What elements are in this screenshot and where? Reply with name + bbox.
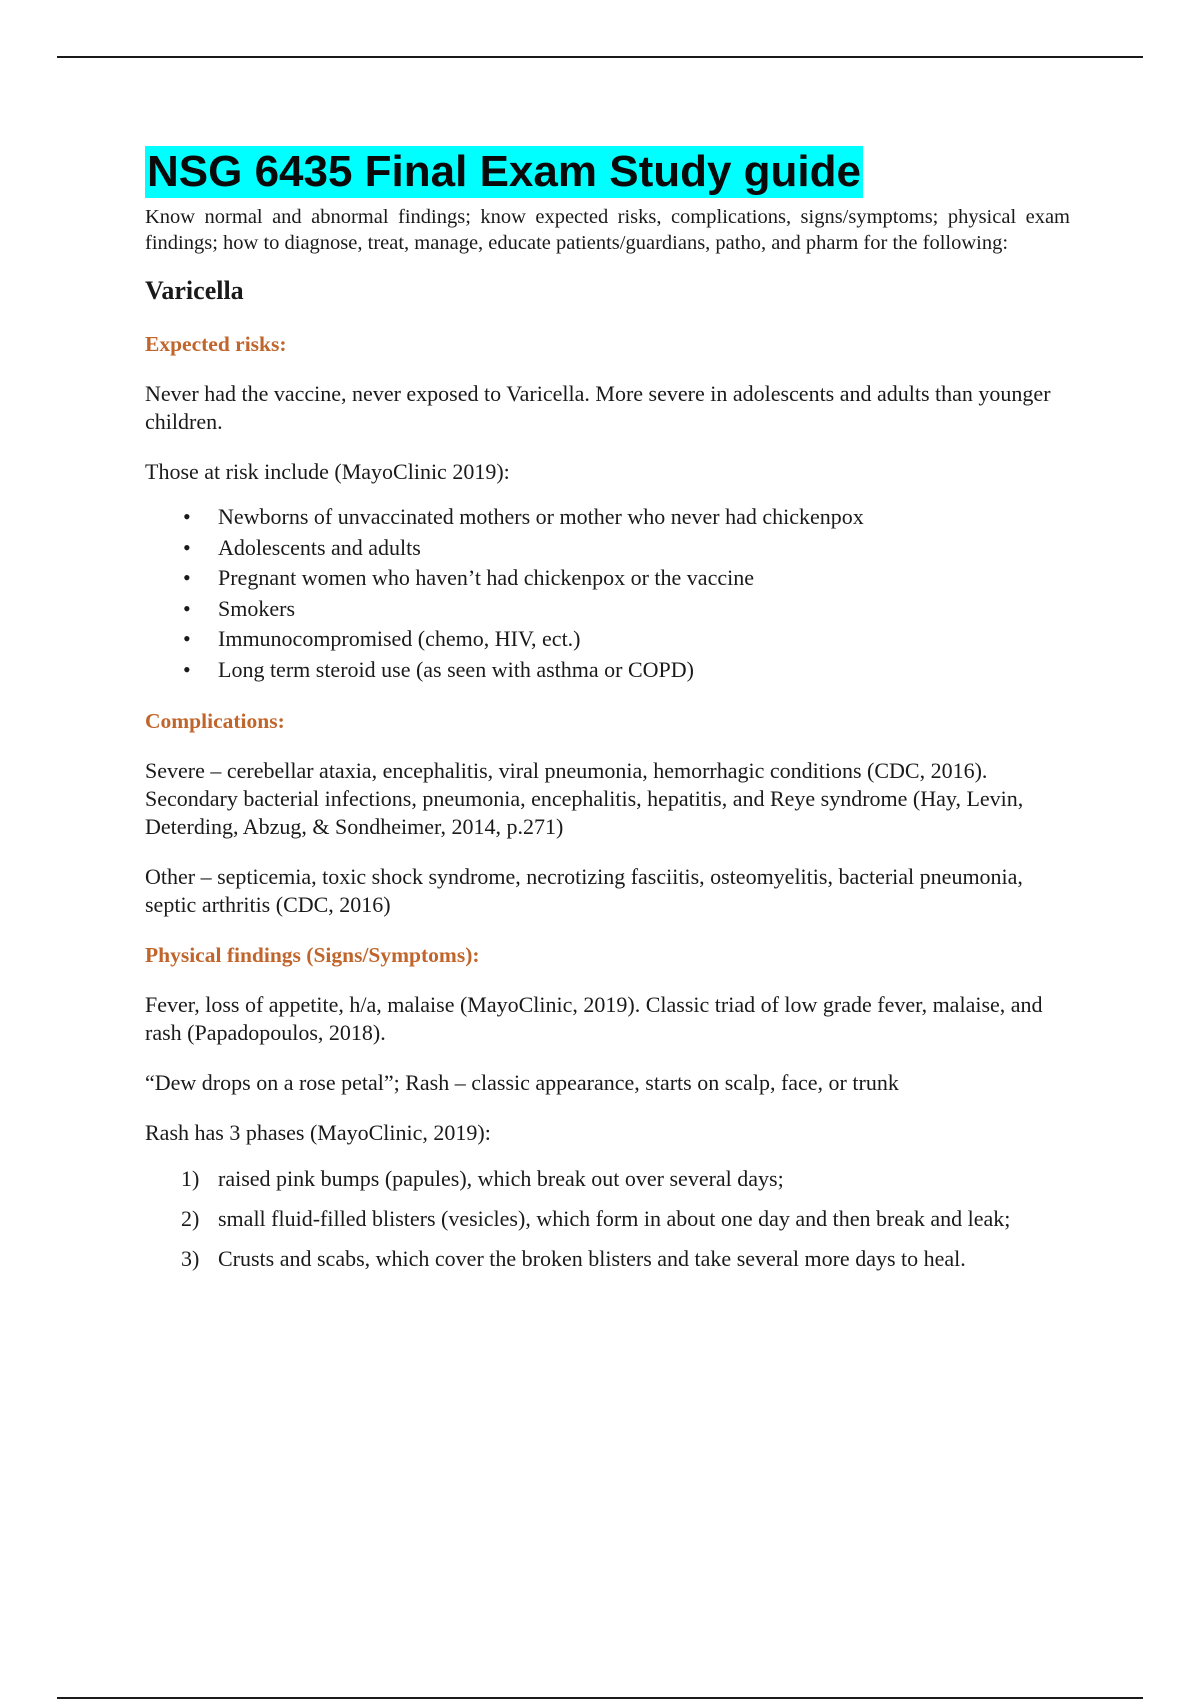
bullet-icon: • xyxy=(183,595,191,621)
list-item-text: raised pink bumps (papules), which break out over several days; xyxy=(218,1166,784,1191)
list-item xyxy=(145,1205,1070,1233)
list-number: 3) xyxy=(181,1246,200,1271)
top-rule xyxy=(57,56,1143,58)
at-risk-list xyxy=(145,502,1070,685)
rash-phases-list xyxy=(145,1165,1070,1273)
list-item-text: Crusts and scabs, which cover the broken blisters and take several more days to heal. xyxy=(218,1246,966,1271)
list-item xyxy=(145,655,1070,686)
complications-other: Other – septicemia, toxic shock syndrome, necrotizing fasciitis, osteomyelitis, bacterial pneumonia, septic arthritis (CDC, 2016) xyxy=(145,864,1023,917)
heading-expected-risks: Expected risks: xyxy=(145,332,287,356)
list-item xyxy=(145,502,1070,533)
bullet-icon: • xyxy=(183,565,191,590)
section-title-varicella: Varicella xyxy=(145,276,244,305)
list-item xyxy=(145,1165,1070,1193)
intro-paragraph: Know normal and abnormal findings; know expected risks, complications, signs/symptoms; physical exam findings; how to diagnose, treat, manage, educate patients/guardians, patho, and pharm for the following: xyxy=(145,206,1070,254)
bottom-rule xyxy=(57,1697,1143,1699)
list-item xyxy=(145,533,1070,564)
complications-severe: Severe – cerebellar ataxia, encephalitis, viral pneumonia, hemorrhagic conditions (CDC, 2016). Secondary bacterial infections, pneumonia, encephalitis, hepatitis, and Reye syndrome (Hay, Levin, Deterding, Abzug, & Sondheimer, 2014, p.271) xyxy=(145,758,1024,839)
list-item-text: Smokers xyxy=(218,595,295,621)
list-item xyxy=(145,563,1070,594)
list-item-text: Immunocompromised (chemo, HIV, ect.) xyxy=(218,626,581,651)
rash-description: “Dew drops on a rose petal”; Rash – classic appearance, starts on scalp, face, or trunk xyxy=(145,1070,899,1095)
bullet-icon: • xyxy=(183,656,191,682)
rash-phases-intro: Rash has 3 phases (MayoClinic, 2019): xyxy=(145,1120,491,1145)
at-risk-intro: Those at risk include (MayoClinic 2019): xyxy=(145,459,510,484)
bullet-icon: • xyxy=(183,626,191,651)
document-title: NSG 6435 Final Exam Study guide xyxy=(147,147,861,196)
physical-findings-paragraph: Fever, loss of appetite, h/a, malaise (MayoClinic, 2019). Classic triad of low grade fever, malaise, and rash (Papadopoulos, 2018). xyxy=(145,992,1043,1045)
heading-complications: Complications: xyxy=(145,709,285,733)
list-item xyxy=(145,624,1070,655)
bullet-icon: • xyxy=(183,534,191,560)
list-number: 2) xyxy=(181,1206,200,1231)
bullet-icon: • xyxy=(183,504,191,529)
list-item-text: Long term steroid use (as seen with asthma or COPD) xyxy=(218,656,694,682)
list-number: 1) xyxy=(181,1166,200,1191)
heading-physical-findings: Physical findings (Signs/Symptoms): xyxy=(145,943,480,967)
list-item xyxy=(145,1245,1070,1273)
list-item-text: Pregnant women who haven’t had chickenpox or the vaccine xyxy=(218,565,754,590)
list-item-text: Adolescents and adults xyxy=(218,534,421,560)
expected-risks-paragraph: Never had the vaccine, never exposed to Varicella. More severe in adolescents and adults than younger children. xyxy=(145,381,1051,434)
list-item-text: Newborns of unvaccinated mothers or mother who never had chickenpox xyxy=(218,504,864,529)
list-item xyxy=(145,594,1070,625)
list-item-text: small fluid-filled blisters (vesicles), which form in about one day and then break and leak; xyxy=(218,1206,1011,1231)
document-body xyxy=(145,146,1070,1285)
